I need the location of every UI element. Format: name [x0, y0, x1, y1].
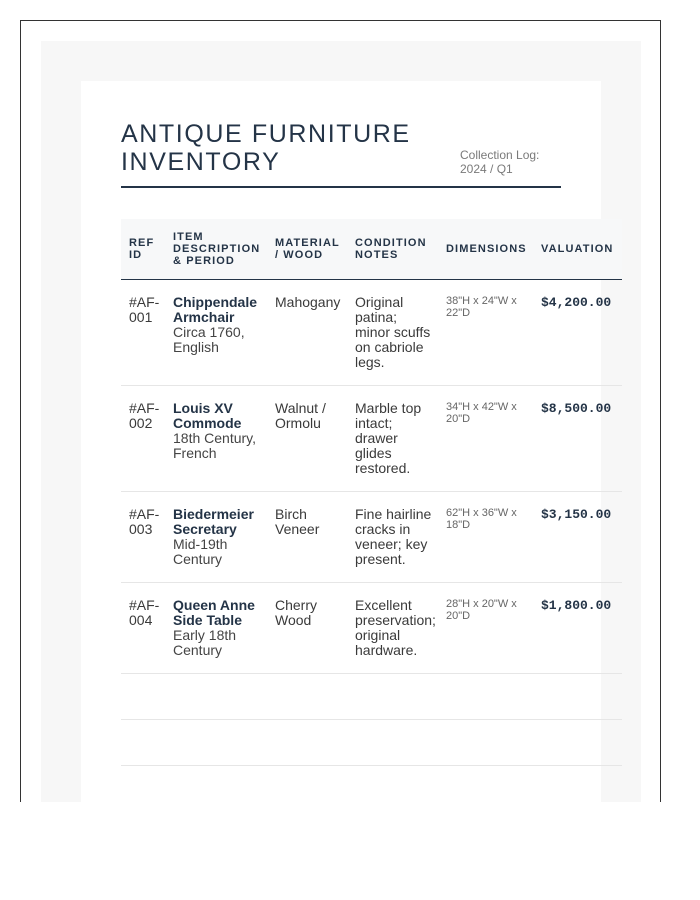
dimensions: 34"H x 42"W x 20"D	[446, 400, 517, 425]
item-period: Mid-19th Century	[173, 535, 228, 567]
ref-id: #AF-002	[129, 399, 160, 431]
material: Birch Veneer	[275, 505, 320, 537]
item-name: Chippendale Armchair	[173, 293, 258, 325]
dimensions: 62"H x 36"W x 18"D	[446, 506, 517, 531]
condition-notes: Excellent preservation; original hardware.	[355, 596, 436, 658]
material: Cherry Wood	[275, 596, 318, 628]
header-valuation: VALUATION	[541, 242, 614, 255]
table-row	[121, 279, 622, 385]
collection-log-label: Collection Log: 2024 / Q1	[460, 148, 540, 176]
empty-table-row	[121, 673, 622, 719]
header-item-description: ITEM DESCRIPTION & PERIOD	[173, 230, 261, 267]
ref-id: #AF-004	[129, 596, 160, 628]
dimensions: 28"H x 20"W x 20"D	[446, 597, 517, 622]
empty-table-row	[121, 719, 622, 765]
item-name: Biedermeier Secretary	[173, 505, 254, 537]
item-period: Early 18th Century	[173, 626, 237, 658]
inventory-table	[121, 219, 622, 766]
condition-notes: Fine hairline cracks in veneer; key present.	[355, 505, 432, 567]
item-cell	[165, 385, 267, 491]
document-header	[121, 120, 561, 188]
item-cell	[165, 582, 267, 673]
item-name: Queen Anne Side Table	[173, 596, 255, 628]
item-cell	[165, 491, 267, 582]
condition-notes: Marble top intact; drawer glides restored.	[355, 399, 422, 476]
material: Mahogany	[275, 293, 341, 310]
item-name: Louis XV Commode	[173, 399, 242, 431]
empty-cell	[121, 673, 622, 719]
dimensions: 38"H x 24"W x 22"D	[446, 294, 517, 319]
condition-notes: Original patina; minor scuffs on cabriole legs.	[355, 293, 431, 370]
item-cell	[165, 279, 267, 385]
ref-id: #AF-001	[129, 293, 160, 325]
ref-id: #AF-003	[129, 505, 160, 537]
table-header-row	[121, 219, 622, 279]
valuation: $4,200.00	[541, 294, 612, 310]
header-condition-notes: CONDITION NOTES	[355, 236, 427, 261]
empty-cell	[121, 719, 622, 765]
item-period: Circa 1760, English	[173, 323, 245, 355]
document-title: ANTIQUE FURNITURE INVENTORY	[121, 120, 411, 176]
valuation: $3,150.00	[541, 506, 612, 522]
inventory-table-container	[121, 219, 622, 766]
header-dimensions: DIMENSIONS	[446, 242, 527, 255]
header-ref-id: REF ID	[129, 236, 155, 261]
valuation: $1,800.00	[541, 597, 612, 613]
valuation: $8,500.00	[541, 400, 612, 416]
material: Walnut / Ormolu	[275, 399, 326, 431]
table-row	[121, 385, 622, 491]
header-material: MATERIAL / WOOD	[275, 236, 340, 261]
table-row	[121, 491, 622, 582]
table-row	[121, 582, 622, 673]
item-period: 18th Century, French	[173, 429, 257, 461]
